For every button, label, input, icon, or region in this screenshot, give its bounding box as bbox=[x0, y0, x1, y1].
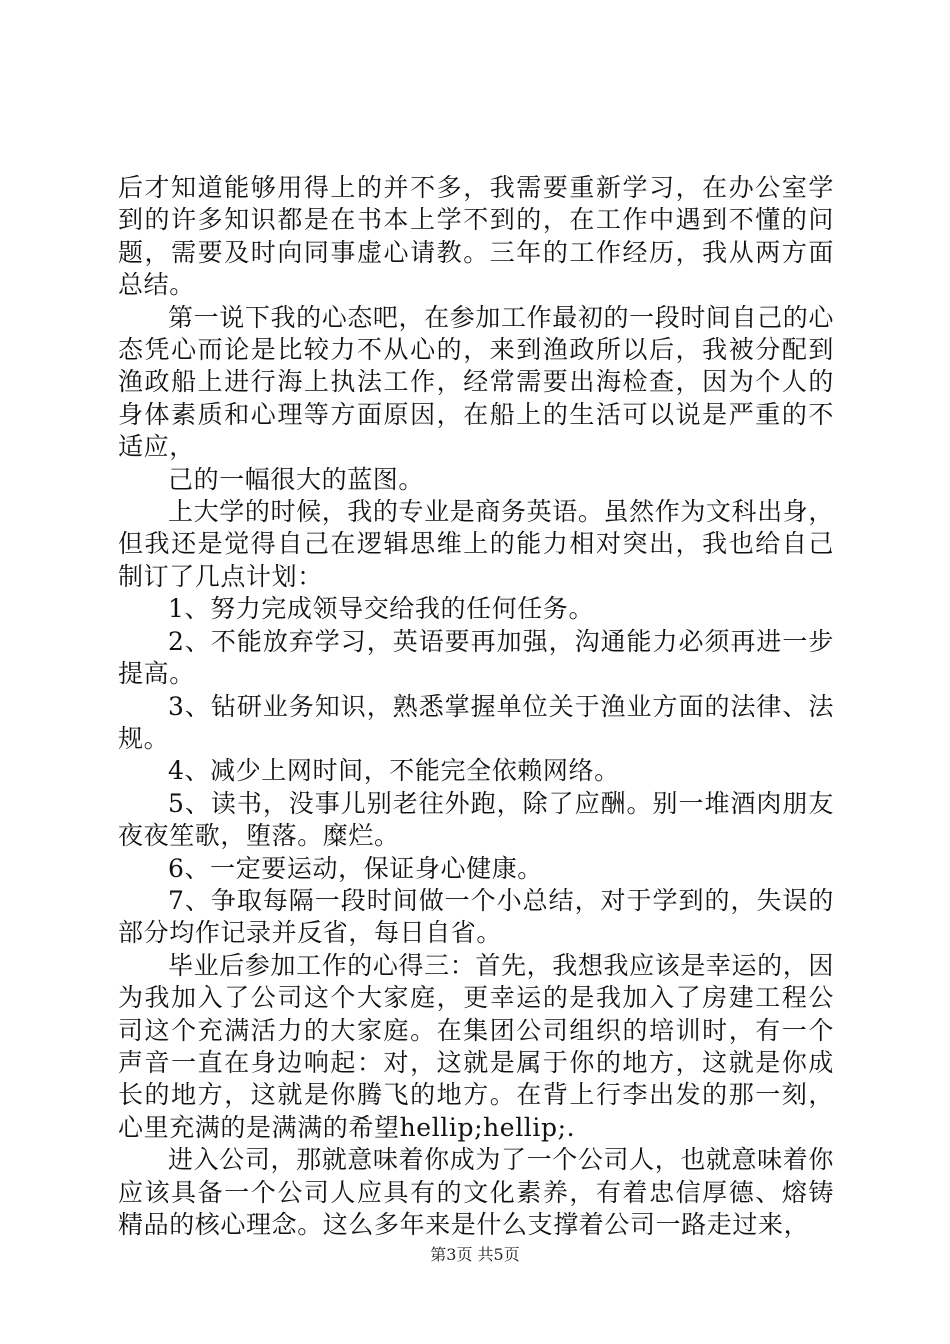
document-body bbox=[118, 172, 834, 1241]
list-item-4: 4、减少上网时间，不能完全依赖网络。 bbox=[168, 756, 620, 786]
page-number-footer: 第3页 共5页 bbox=[430, 1245, 520, 1264]
paragraph-3: 己的一幅很大的蓝图。 bbox=[168, 464, 425, 494]
list-item-7: 7、争取每隔一段时间做一个小总结，对于学到的，失误的部分均作记录并反省，每日自省。 bbox=[118, 885, 834, 948]
paragraph-1: 后才知道能够用得上的并不多，我需要重新学习，在办公室学到的许多知识都是在书本上学不到的，在工作中遇到不懂的问题，需要及时向同事虚心请教。三年的工作经历，我从两方面总结。 bbox=[118, 173, 834, 300]
paragraph-2: 第一说下我的心态吧，在参加工作最初的一段时间自己的心态凭心而论是比较力不从心的，来到渔政所以后，我被分配到渔政船上进行海上执法工作，经常需要出海检查，因为个人的身体素质和心理等方面原因，在船上的生活可以说是严重的不适应， bbox=[118, 302, 834, 462]
paragraph-4: 上大学的时候，我的专业是商务英语。虽然作为文科出身，但我还是觉得自己在逻辑思维上的能力相对突出，我也给自己制订了几点计划： bbox=[118, 497, 834, 591]
paragraph-6: 进入公司，那就意味着你成为了一个公司人，也就意味着你应该具备一个公司人应具有的文化素养，有着忠信厚德、熔铸精品的核心理念。这么多年来是什么支撑着公司一路走过来， bbox=[118, 1145, 834, 1239]
list-item-5: 5、读书，没事儿别老往外跑，除了应酬。别一堆酒肉朋友夜夜笙歌，堕落。糜烂。 bbox=[118, 788, 834, 851]
list-item-3: 3、钻研业务知识，熟悉掌握单位关于渔业方面的法律、法规。 bbox=[118, 691, 834, 753]
list-item-1: 1、努力完成领导交给我的任何任务。 bbox=[168, 594, 595, 624]
list-item-6: 6、一定要运动，保证身心健康。 bbox=[168, 853, 543, 883]
paragraph-5: 毕业后参加工作的心得三：首先，我想我应该是幸运的，因为我加入了公司这个大家庭，更幸运的是我加入了房建工程公司这个充满活力的大家庭。在集团公司组织的培训时，有一个声音一直在身边响起：对，这就是属于你的地方，这就是你成长的地方，这就是你腾飞的地方。在背上行李出发的那一刻，心里充满的是满满的希望hellip;hellip;. bbox=[118, 950, 834, 1142]
list-item-2: 2、不能放弃学习，英语要再加强，沟通能力必须再进一步提高。 bbox=[118, 626, 834, 689]
